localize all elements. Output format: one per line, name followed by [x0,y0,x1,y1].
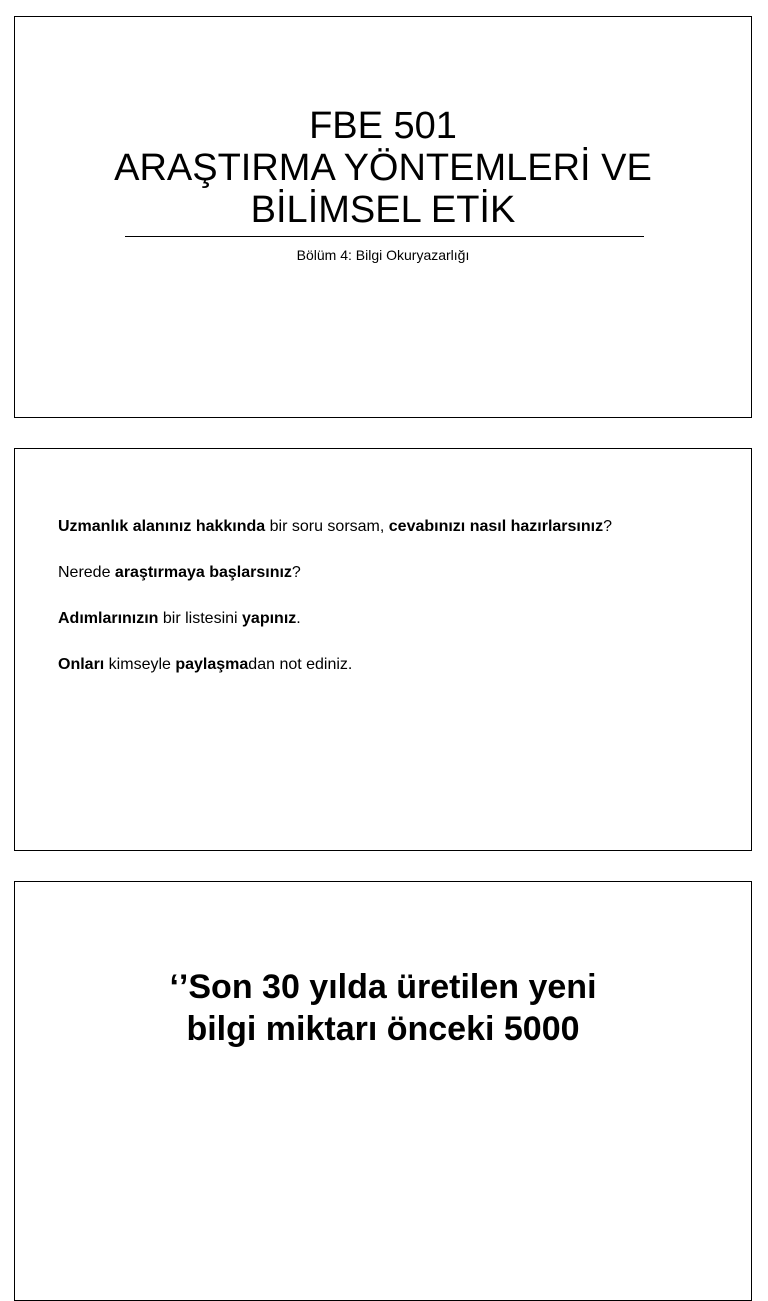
question-paragraph-3 [58,609,301,629]
title-divider [125,236,644,237]
slide-subtitle: Bölüm 4: Bilgi Okuryazarlığı [296,247,470,263]
plain-text: dan not ediniz. [248,656,353,673]
bold-text: Adımlarınızın [58,610,159,627]
bold-text: araştırmaya başlarsınız [114,564,292,581]
title-line-3: BİLİMSEL ETİK [250,189,516,231]
title-line-2: ARAŞTIRMA YÖNTEMLERİ VE [114,147,652,189]
plain-text: bir soru sorsam, [265,518,389,535]
plain-text: bir listesini [158,610,243,627]
quote-text [15,966,751,1050]
bold-text: Onları [58,656,105,673]
quote-slide [14,881,752,1301]
plain-text: ? [603,518,612,535]
plain-text: kimseyle [104,656,176,673]
question-paragraph-2 [58,563,301,583]
quote-line-1: ‘’Son 30 yılda üretilen yeni [169,968,597,1006]
quote-line-2: bilgi miktarı önceki 5000 [186,1010,580,1048]
question-paragraph-4 [58,655,352,675]
question-paragraph-1 [58,517,612,537]
plain-text: Nerede [58,564,115,581]
title-slide [14,16,752,418]
plain-text: . [296,610,301,627]
bold-text: yapınız [242,610,297,627]
question-slide [14,448,752,851]
bold-text: cevabınızı nasıl hazırlarsınız [388,518,604,535]
plain-text: ? [291,564,301,581]
title-line-1: FBE 501 [309,105,457,147]
bold-text: paylaşma [175,656,249,673]
slide-title [15,105,751,231]
bold-text: Uzmanlık alanınız hakkında [58,518,266,535]
